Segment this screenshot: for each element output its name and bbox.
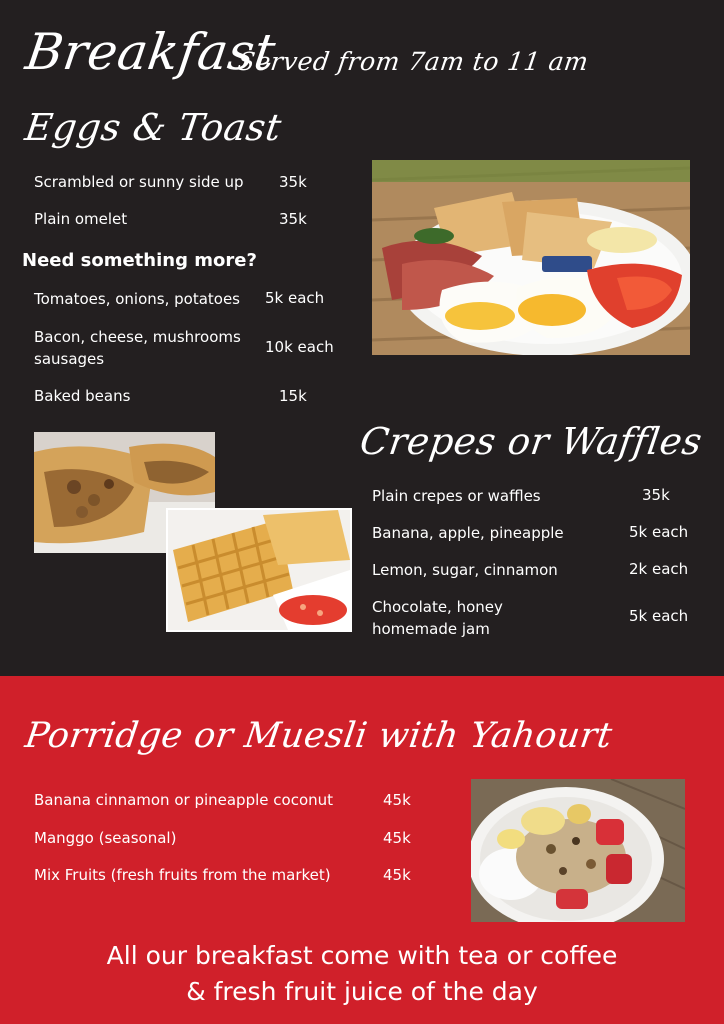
extras-item-name: Baked beans: [34, 387, 131, 405]
porridge-item-name: Manggo (seasonal): [34, 829, 177, 847]
waffle-photo: [166, 508, 352, 632]
crepes-item-name: Banana, apple, pineapple: [372, 524, 564, 542]
menu-title: Breakfast: [22, 23, 280, 81]
crepes-item-price: 5k each: [629, 607, 689, 625]
extras-item-price: 15k: [279, 387, 307, 405]
crepes-item-price: 35k: [642, 486, 670, 504]
crepes-item-name: Lemon, sugar, cinnamon: [372, 561, 558, 579]
eggs-item-price: 35k: [279, 210, 307, 228]
porridge-item-price: 45k: [383, 866, 411, 884]
menu-hours: Served from 7am to 11 am: [235, 47, 591, 76]
porridge-item-name: Banana cinnamon or pineapple coconut: [34, 791, 334, 809]
crepes-item-name-line2: homemade jam: [372, 620, 490, 638]
crepes-item-name: Plain crepes or waffles: [372, 487, 541, 505]
crepes-item-price: 5k each: [629, 523, 689, 541]
extras-item-name: Tomatoes, onions, potatoes: [34, 290, 240, 308]
extras-heading: Need something more?: [22, 250, 257, 271]
footer-line1: All our breakfast come with tea or coffee: [106, 941, 618, 970]
muesli-photo: [471, 779, 685, 922]
porridge-item-name: Mix Fruits (fresh fruits from the market): [34, 866, 331, 884]
porridge-item-price: 45k: [383, 829, 411, 847]
eggs-item-name: Plain omelet: [34, 210, 128, 228]
crepes-item-name-line1: Chocolate, honey: [372, 598, 503, 616]
extras-item-price: 5k each: [265, 289, 325, 307]
eggs-toast-photo: [372, 160, 690, 355]
crepes-item-price: 2k each: [629, 560, 689, 578]
extras-item-name-line2: sausages: [34, 350, 105, 368]
eggs-section-title: Eggs & Toast: [22, 106, 285, 149]
porridge-section-title: Porridge or Muesli with Yahourt: [22, 716, 615, 756]
extras-item-price: 10k each: [265, 338, 334, 356]
extras-item-name-line1: Bacon, cheese, mushrooms: [34, 328, 241, 346]
bottom-red-section: [0, 676, 724, 1024]
eggs-item-name: Scrambled or sunny side up: [34, 173, 244, 191]
porridge-item-price: 45k: [383, 791, 411, 809]
eggs-item-price: 35k: [279, 173, 307, 191]
crepes-section-title: Crepes or Waffles: [357, 420, 705, 463]
footer-line2: & fresh fruit juice of the day: [186, 977, 538, 1006]
